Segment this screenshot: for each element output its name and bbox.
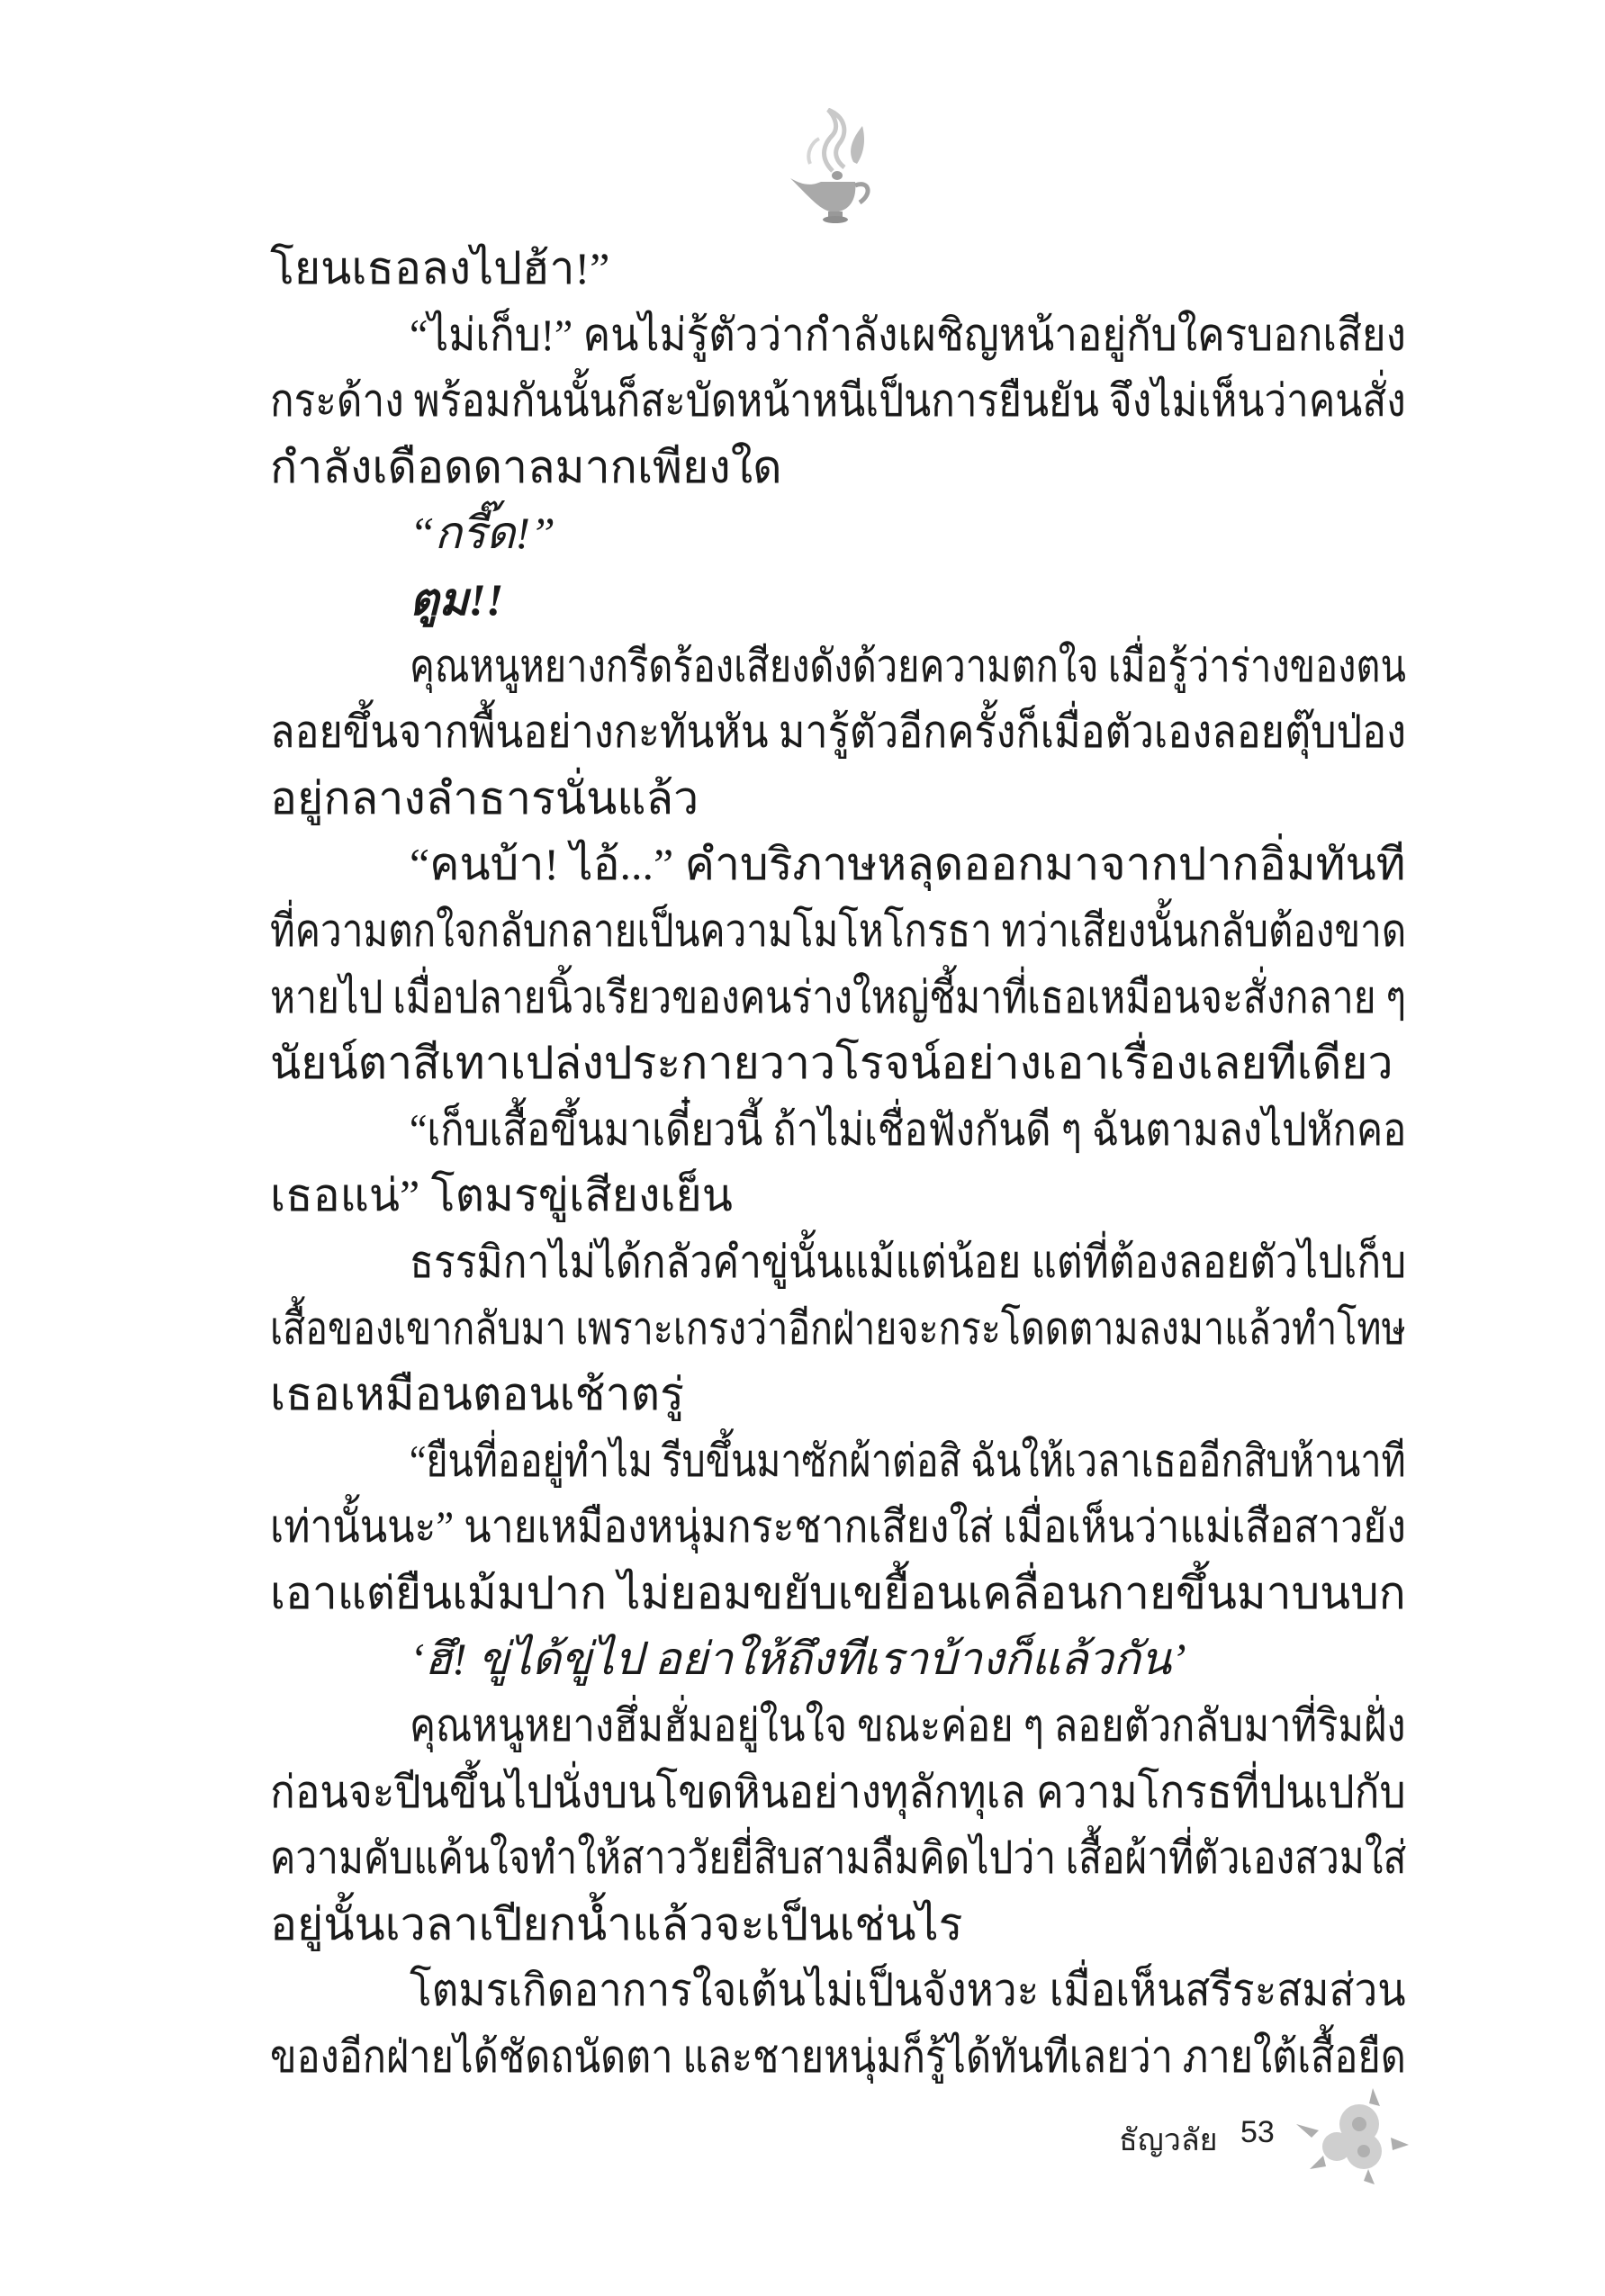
text-line-content: “ไม่เก็บ!” คนไม่รู้ตัวว่ากำลังเผชิญหน้าอยู่กับใครบอกเสียง: [410, 309, 1406, 360]
text-line-content: ก่อนจะปีนขึ้นไปนั่งบนโขดหินอย่างทุลักทุเล ความโกรธที่ปนเปกับ: [270, 1766, 1406, 1817]
text-line: [270, 500, 1406, 567]
text-line: [270, 368, 1406, 435]
text-line-content: ตูม!!: [410, 573, 504, 625]
text-line-content: หายไป เมื่อปลายนิ้วเรียวของคนร่างใหญ่ชี้มาที่เธอเหมือนจะสั่งกลาย ๆ: [270, 971, 1407, 1022]
text-line-content: เท่านั้นนะ” นายเหมืองหนุ่มกระชากเสียงใส่ เมื่อเห็นว่าแม่เสือสาวยัง: [270, 1501, 1406, 1553]
text-line: [270, 699, 1406, 766]
text-line-content: นัยน์ตาสีเทาเปล่งประกายวาวโรจน์อย่างเอาเรื่องเลยทีเดียว: [270, 1038, 1393, 1089]
text-line: [270, 898, 1406, 965]
text-line-content: “ยืนที่ออยู่ทำไม รีบขึ้นมาซักผ้าต่อสิ ฉันให้เวลาเธออีกสิบห้านาที: [410, 1435, 1406, 1486]
text-line: [270, 1031, 1406, 1097]
text-line-content: เสื้อของเขากลับมา เพราะเกรงว่าอีกฝ่ายจะกระโดดตามลงมาแล้วทำโทษ: [270, 1302, 1406, 1354]
text-line: [270, 1825, 1406, 1892]
text-line: [270, 965, 1406, 1031]
flower-ornament-icon: [1292, 2084, 1413, 2187]
text-line-content: “เก็บเสื้อขึ้นมาเดี๋ยวนี้ ถ้าไม่เชื่อฟังกันดี ๆ ฉันตามลงไปหักคอ: [410, 1103, 1407, 1155]
text-line-content: ธรรมิกาไม่ได้กลัวคำขู่นั้นแม้แต่น้อย แต่ที่ต้องลอยตัวไปเก็บ: [410, 1236, 1407, 1287]
paragraph: [270, 634, 1406, 833]
text-line: [270, 1760, 1406, 1826]
paragraph: [270, 236, 1406, 302]
paragraph: [270, 1428, 1406, 1627]
text-line-content: อยู่กลางลำธารนั่นแล้ว: [270, 772, 699, 824]
text-line: [270, 2024, 1406, 2091]
text-line: [270, 1362, 1406, 1428]
text-line: [270, 634, 1406, 700]
body-text: [270, 236, 1406, 2091]
text-line-content: คุณหนูหยางกรีดร้องเสียงดังด้วยความตกใจ เมื่อรู้ว่าร่างของตน: [410, 640, 1406, 691]
paragraph: [270, 1958, 1406, 2090]
text-line-content: ความคับแค้นใจทำให้สาววัยยี่สิบสามลืมคิดไปว่า เสื้อผ้าที่ตัวเองสวมใส่: [270, 1832, 1407, 1884]
text-line: [270, 567, 1406, 634]
paragraph: [270, 832, 1406, 1096]
text-line-content: เธอเหมือนตอนเช้าตรู่: [270, 1369, 684, 1420]
text-line: [270, 1693, 1406, 1760]
text-line-content: กำลังเดือดดาลมากเพียงใด: [270, 441, 782, 492]
text-line: [270, 1892, 1406, 1958]
text-line: [270, 1296, 1406, 1363]
paragraph: [270, 302, 1406, 501]
text-line: [270, 302, 1406, 369]
text-line-content: ลอยขึ้นจากพื้นอย่างกะทันหัน มารู้ตัวอีกครั้งก็เมื่อตัวเองลอยตุ๊บป่อง: [270, 707, 1407, 758]
text-line-content: โตมรเกิดอาการใจเต้นไม่เป็นจังหวะ เมื่อเห็นสรีระสมส่วน: [410, 1965, 1406, 2016]
text-line-content: คุณหนูหยางฮึ่มฮั่มอยู่ในใจ ขณะค่อย ๆ ลอยตัวกลับมาที่ริมฝั่ง: [410, 1700, 1406, 1751]
teapot-ornament-icon: [783, 108, 882, 225]
text-line: [270, 766, 1406, 833]
text-line-content: เธอแน่” โตมรขู่เสียงเย็น: [270, 1170, 733, 1221]
text-line: [270, 1494, 1406, 1561]
paragraph: [270, 567, 1406, 634]
text-line-content: “คนบ้า! ไอ้...” คำบริภาษหลุดออกมาจากปากอิ่มทันที: [410, 839, 1406, 890]
text-line: [270, 435, 1406, 501]
footer-author-name: ธัญวลัย: [1119, 2123, 1218, 2157]
text-line-content: กระด้าง พร้อมกันนั้นก็สะบัดหน้าหนีเป็นการยืนยัน จึงไม่เห็นว่าคนสั่ง: [270, 375, 1406, 427]
text-line: [270, 832, 1406, 898]
text-line: [270, 1229, 1406, 1296]
text-line-content: ‘ฮึ! ขู่ได้ขู่ไป อย่าให้ถึงทีเราบ้างก็แล้วกัน’: [410, 1634, 1186, 1685]
paragraph: [270, 1626, 1406, 1693]
text-line: [270, 1163, 1406, 1229]
paragraph: [270, 1097, 1406, 1229]
text-line-content: “กรี๊ด!”: [410, 508, 555, 559]
text-line-content: โยนเธอลงไปฮ้า!”: [270, 243, 610, 293]
page-number: 53: [1240, 2115, 1275, 2149]
paragraph: [270, 500, 1406, 567]
text-line: [270, 1958, 1406, 2024]
text-line-content: ที่ความตกใจกลับกลายเป็นความโมโหโกรธา ทว่าเสียงนั้นกลับต้องขาด: [270, 905, 1407, 956]
text-line: [270, 236, 1406, 302]
text-line-content: เอาแต่ยืนเม้มปาก ไม่ยอมขยับเขยื้อนเคลื่อนกายขึ้นมาบนบก: [270, 1567, 1406, 1618]
text-line-content: ของอีกฝ่ายได้ชัดถนัดตา และชายหนุ่มก็รู้ได้ทันทีเลยว่า ภายใต้เสื้อยืด: [270, 2031, 1406, 2083]
text-line: [270, 1626, 1406, 1693]
text-line: [270, 1097, 1406, 1164]
paragraph: [270, 1693, 1406, 1958]
text-line: [270, 1428, 1406, 1495]
text-line-content: อยู่นั้นเวลาเปียกน้ำแล้วจะเป็นเช่นไร: [270, 1898, 963, 1949]
text-line: [270, 1561, 1406, 1627]
paragraph: [270, 1229, 1406, 1428]
